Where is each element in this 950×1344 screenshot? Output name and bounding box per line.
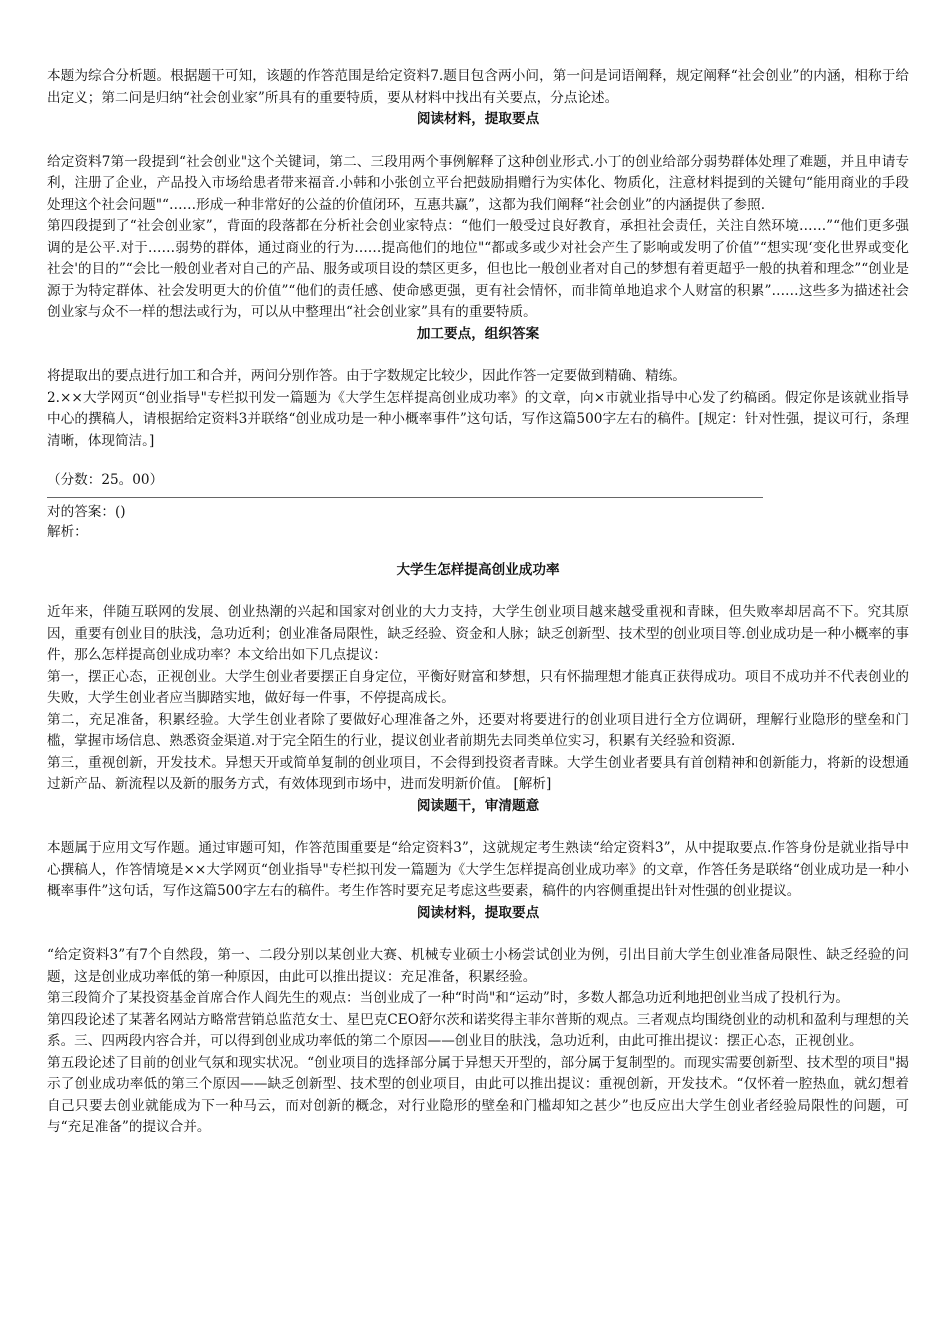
body-paragraph: 第四段提到了“社会创业家”，背面的段落都在分析社会创业家特点：“他们一般受过良好教育，承担社会责任，关注自然环境……”“他们更多强调的是公平.对于……弱势的群体，通过商业的行为……提高他们的地位"“都或多或少对社会产生了影响或发明了价值”“想实现‘变化世界或变化社会'的目的”“会比一般创业者对自己的产品、服务或项目设的禁区更多，但也比一般创业者对自己的梦想有着更超乎一般的执着和理念”“创业是源于为特定群体、社会发明更大的价值”“他们的责任感、使命感更强，更有社会情怀，而非简单地追求个人财富的积累”……这些多为描述社会创业家与众不一样的想法或行为，可以从中整理出“社会创业家”具有的重要特质。 bbox=[47, 218, 909, 320]
essay-paragraph: 第三，重视创新，开发技术。异想天开或简单复制的创业项目，不会得到投资者青睐。大学生创业者要具有首创精神和创新能力，将新的设想通过新产品、新流程以及新的服务方式，有效体现到市场中，进而发明新价值。 [解析] bbox=[47, 754, 909, 792]
body-paragraph: “给定资料3”有7个自然段，第一、二段分别以某创业大赛、机械专业硕士小杨尝试创业为例，引出目前大学生创业准备局限性、缺乏经验的问题，这是创业成功率低的第一种原因，由此可以推出提议：充足准备，积累经验。 bbox=[47, 947, 909, 985]
answer-label: 对的答案：() bbox=[47, 503, 126, 520]
question-text: 2.××大学网页“创业指导"专栏拟刊发一篇题为《大学生怎样提高创业成功率》的文章，向×市就业指导中心发了约稿函。假定你是该就业指导中心的撰稿人，请根据给定资料3并联络“创业成功是一种小概率事件”这句话，写作这篇500字左右的稿件。[规定：针对性强，提议可行，条理清晰，体现简洁。] bbox=[47, 389, 909, 449]
essay-paragraph: 第一，摆正心态，正视创业。大学生创业者要摆正自身定位，平衡好财富和梦想，只有怀揣理想才能真正获得成功。项目不成功并不代表创业的失败，大学生创业者应当脚踏实地，做好每一件事，不停提高成长。 bbox=[47, 668, 909, 706]
section-heading: 加工要点，组织答案 bbox=[416, 325, 540, 342]
essay-title: 大学生怎样提高创业成功率 bbox=[396, 561, 560, 578]
body-paragraph: 本题属于应用文写作题。通过审题可知，作答范围重要是“给定资料3”，这就规定考生熟读“给定资料3”，从中提取要点.作答身份是就业指导中心撰稿人，作答情境是××大学网页“创业指导"专栏拟刊发一篇题为《大学生怎样提高创业成功率》的文章，作答任务是联络“创业成功是一种小概率事件”这句话，写作这篇500字左右的稿件。考生作答时要充足考虑这些要素，稿件的内容侧重提出针对性强的创业提议。 bbox=[47, 840, 909, 899]
body-paragraph: 将提取出的要点进行加工和合并，两问分别作答。由于字数规定比较少，因此作答一定要做到精确、精练。 bbox=[47, 368, 686, 384]
score-label: （分数：25。00） bbox=[47, 472, 164, 488]
intro-paragraph: 本题为综合分析题。根据题干可知，该题的作答范围是给定资料7.题目包含两小问，第一问是词语阐释，规定阐释“社会创业”的内涵，相称于给出定义；第二问是归纳“社会创业家”所具有的重要特质，要从材料中找出有关要点，分点论述。 bbox=[47, 68, 909, 106]
essay-paragraph: 第二，充足准备，积累经验。大学生创业者除了要做好心理准备之外，还要对将要进行的创业项目进行全方位调研，理解行业隐形的壁垒和门槛，掌握市场信息、熟悉资金渠道.对于完全陌生的行业，提议创业者前期先去同类单位实习，积累有关经验和资源. bbox=[47, 711, 909, 749]
body-paragraph: 给定资料7第一段提到“社会创业"这个关键词，第二、三段用两个事例解释了这种创业形式.小丁的创业给部分弱势群体处理了难题，并且申请专利，注册了企业，产品投入市场给患者带来福音.小韩和小张创立平台把鼓励捐赠行为实体化、物质化，注意材料提到的关键句“能用商业的手段处理这个社会问题"“……形成一种非常好的公益的价值闭环，互惠共赢”，这都为我们阐释“社会创业”的内涵提供了参照. bbox=[47, 153, 909, 213]
body-paragraph: 第三段简介了某投资基金首席合作人阎先生的观点：当创业成了一种“时尚"和“运动”时，多数人都急功近利地把创业当成了投机行为。 bbox=[47, 990, 849, 1006]
essay-paragraph: 近年来，伴随互联网的发展、创业热潮的兴起和国家对创业的大力支持，大学生创业项目越来越受重视和青睐，但失败率却居高不下。究其原因，重要有创业目的肤浅，急功近利；创业准备局限性，缺乏经验、资金和人脉；缺乏创新型、技术型的创业项目等.创业成功是一种小概率的事件，那么怎样提高创业成功率？本文给出如下几点提议： bbox=[47, 604, 909, 663]
body-paragraph: 第四段论述了某著名网站方略常营销总监范女士、星巴克CEO舒尔茨和诺奖得主菲尔普斯的观点。三者观点均围绕创业的动机和盈利与理想的关系。三、四两段内容合并，可以得到创业成功率低的第二个原因——创业目的肤浅，急功近利，由此可推出提议：摆正心态，正视创业。 bbox=[47, 1011, 909, 1049]
section-heading: 阅读材料，提取要点 bbox=[416, 904, 540, 921]
document-page bbox=[47, 66, 909, 1139]
analysis-label: 解析： bbox=[47, 523, 88, 540]
divider bbox=[47, 497, 763, 498]
section-heading: 阅读材料，提取要点 bbox=[416, 111, 540, 127]
section-heading: 阅读题干，审清题意 bbox=[416, 797, 540, 814]
body-paragraph: 第五段论述了目前的创业气氛和现实状况。“创业项目的选择部分属于异想天开型的，部分属于复制型的。而现实需要创新型、技术型的项目"揭示了创业成功率低的第三个原因——缺乏创新型、技术型的创业项目，由此可以推出提议：重视创新，开发技术。“仅怀着一腔热血，就幻想着自己只要去创业就能成为下一种马云，而对创新的概念，对行业隐形的壁垒和门槛却知之甚少”也反应出大学生创业者经验局限性的问题，可与“充足准备”的提议合并。 bbox=[47, 1054, 909, 1135]
